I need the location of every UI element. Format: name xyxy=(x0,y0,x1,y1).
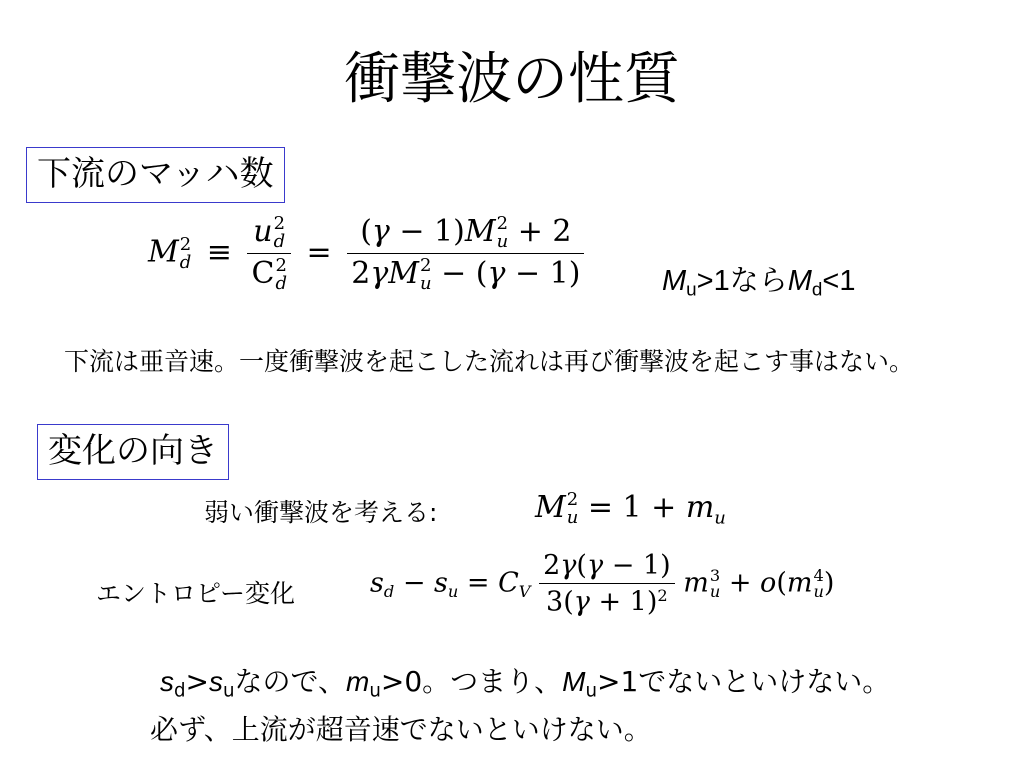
eq-fraction-1 xyxy=(247,214,291,293)
weak-m: m xyxy=(685,490,715,525)
entropy-change-equation: $s_d - s_u = C_V$ $\frac{2\gamma(\gamma - 1)}{3(\gamma + 1)^2}$ m 3 u + o(m 4 u) xyxy=(370,550,835,618)
conclusion-line-2: 必ず、上流が超音速でないといけない。 xyxy=(150,713,652,746)
eq-equiv: ≡ xyxy=(206,234,232,270)
eq-Mu: M xyxy=(388,256,419,291)
gamma-symbol: γ xyxy=(371,214,390,249)
eq-fraction-1-numerator xyxy=(247,214,291,254)
section-heading-direction-of-change xyxy=(37,424,229,480)
eq-C-sub: d xyxy=(275,273,287,294)
mach-condition xyxy=(662,258,855,301)
weak-M-sup: 2 xyxy=(566,489,579,510)
downstream-subsonic-note: 下流は亜音速。一度衝撃波を起こした流れは再び衝撃波を起こす事はない。 xyxy=(64,347,915,376)
eq-lhs-M: M xyxy=(148,234,179,270)
eq-fraction-2-numerator: (γ − 1)M 2 u + 2 xyxy=(347,214,584,254)
mach-number-equation xyxy=(148,214,584,293)
cond-Mu: M xyxy=(662,265,687,297)
slide-title: 衝撃波の性質 xyxy=(344,47,680,112)
cond-Md: M xyxy=(787,265,812,297)
cond-end-text: <1 xyxy=(822,265,856,297)
cond-Md-sub: d xyxy=(811,278,823,300)
weak-rest: = 1 + xyxy=(578,490,686,525)
entropy-fraction xyxy=(539,550,675,618)
eq-lhs-sup: 2 xyxy=(179,233,192,255)
cond-mid-text: >1なら xyxy=(696,265,788,297)
heat-capacity-C: C xyxy=(498,567,519,599)
eq-fraction-2-denominator: 2γM 2 u − (γ − 1) xyxy=(351,255,581,294)
eq-fraction-2 xyxy=(347,214,584,293)
eq-fraction-1-denominator xyxy=(247,254,291,293)
eq-u: u xyxy=(253,214,273,249)
conclusion-line-1: $s_d>s_u$なので、$m_u>0$。つまり、$M_u>1$でないといけない。 xyxy=(160,665,891,702)
eq-lhs-sub: d xyxy=(179,251,192,273)
eq-C: C xyxy=(251,256,275,291)
gamma-symbol: γ xyxy=(487,256,506,291)
eq-equals: = xyxy=(306,234,332,270)
eq-lhs-scripts xyxy=(179,233,192,273)
eq-u-sub: d xyxy=(273,231,286,252)
gamma-symbol: γ xyxy=(573,586,590,618)
little-o: o xyxy=(760,567,777,599)
cond-Mu-sub: u xyxy=(686,278,697,300)
entropy-change-label: エントロピー変化 xyxy=(96,579,296,608)
weak-shock-equation xyxy=(535,490,726,528)
entropy-fraction-numerator: 2γ(γ − 1) xyxy=(539,550,675,584)
eq-C-sup: 2 xyxy=(275,255,287,276)
eq-Mu: M xyxy=(464,214,496,249)
eq-u-sup: 2 xyxy=(273,213,286,234)
section-heading-downstream-mach xyxy=(26,147,285,203)
weak-shock-label: 弱い衝撃波を考える: xyxy=(204,498,438,527)
weak-m-sub: u xyxy=(714,507,726,529)
entropy-fraction-denominator: $3(\gamma + 1)^2$ xyxy=(546,586,668,618)
gamma-symbol: γ xyxy=(560,550,577,581)
weak-M-sub: u xyxy=(566,507,579,528)
gamma-symbol: γ xyxy=(370,256,389,291)
gamma-symbol: γ xyxy=(586,550,604,581)
weak-M: M xyxy=(535,490,566,525)
section-heading-label: 下流のマッハ数 xyxy=(37,154,274,194)
section-heading-label: 変化の向き xyxy=(48,431,218,471)
